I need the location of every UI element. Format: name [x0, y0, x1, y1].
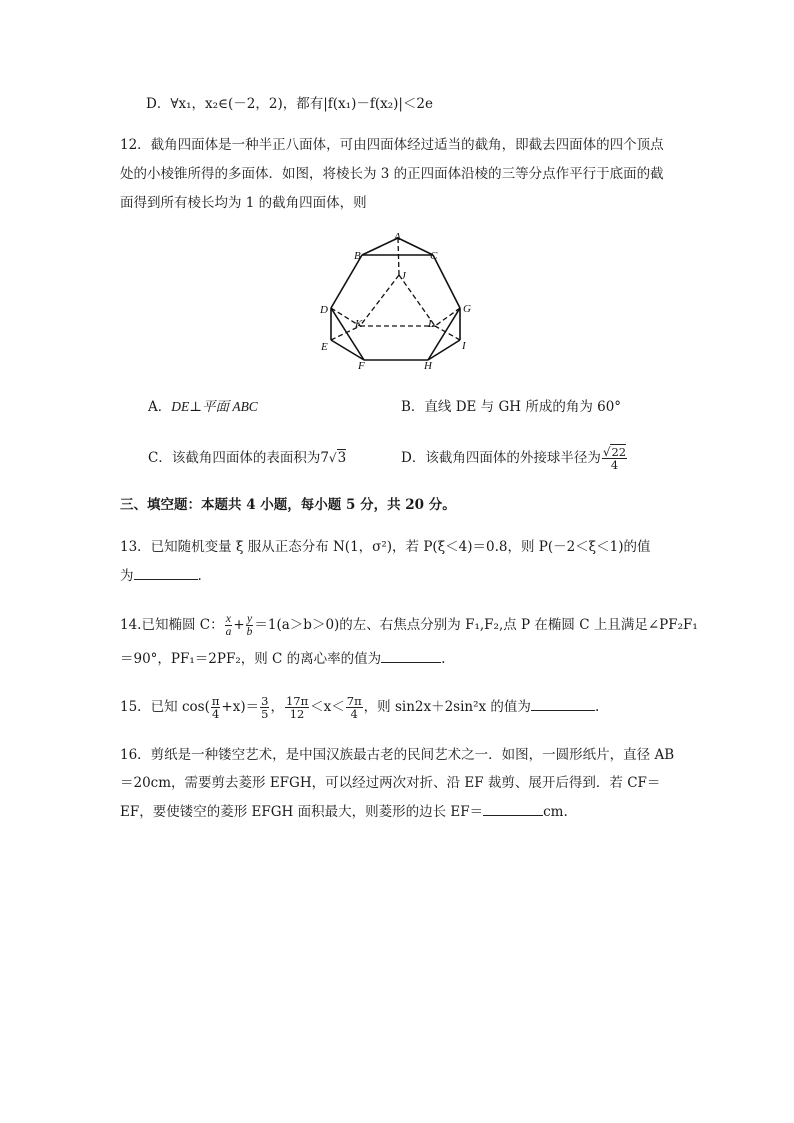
q12-option-b: B．直线 DE 与 GH 所成的角为 60°: [401, 399, 622, 415]
q14-line-1: 14.已知椭圆 C： $\frac{x}{a}$ + $\frac{y}{b}$ ＝1(a＞b＞0)的左、右焦点分别为 F₁,F₂,点 P 在椭圆 C 上且满足∠PF₂F₁: [120, 613, 698, 638]
q13-answer-blank[interactable]: [134, 565, 198, 580]
edge-GH: [428, 308, 460, 360]
label-G: G: [463, 303, 471, 315]
edge-JL: [399, 275, 435, 326]
label-D: D: [320, 304, 328, 316]
edge-BD: [331, 255, 362, 308]
edge-DF: [331, 308, 364, 360]
q13-line-2: 为 .: [120, 565, 202, 586]
q12-stem-line-1: 12．截角四面体是一种半正八面体，可由四面体经过适当的截角，即截去四面体的四个顶点: [120, 137, 664, 153]
edge-JK: [360, 275, 399, 326]
edge-AC: [398, 238, 433, 255]
q12-stem-line-2: 处的小棱锥所得的多面体．如图，将棱长为 3 的正四面体沿棱的三等分点作平行于底面的截: [120, 166, 664, 182]
edge-HI: [428, 340, 460, 360]
label-C: C: [430, 250, 438, 262]
edge-AB: [362, 238, 398, 255]
q15-line: 15．已知 cos( $\frac{\pi}{4}$ +x)＝ $\frac{3}{5}$ ， $\frac{17\pi}{12}$ ＜x＜ $\frac{7\pi}{4}$ ，则 sin2x＋2sin²x 的值为 .: [120, 694, 600, 721]
label-L: L: [428, 318, 435, 330]
label-J: J: [401, 270, 406, 282]
edge-EF: [331, 340, 364, 360]
edge-IL: [435, 326, 460, 340]
edge-EK: [331, 326, 360, 340]
q11-option-d: D．∀x₁，x₂∈(－2，2)，都有|f(x₁)－f(x₂)|＜2e: [146, 96, 434, 112]
q12-stem-line-3: 面得到所有棱长均为 1 的截角四面体，则: [120, 195, 367, 211]
label-H: H: [424, 360, 432, 372]
q16-answer-blank[interactable]: [483, 801, 543, 816]
edge-GL: [435, 308, 460, 326]
section-3-heading: 三、填空题：本题共 4 小题，每小题 5 分，共 20 分。: [120, 497, 456, 513]
label-B: B: [354, 250, 361, 262]
q14-line-2: ＝90°，PF₁＝2PF₂，则 C 的离心率的值为 .: [120, 648, 445, 669]
q12-option-c: C．该截角四面体的表面积为7√3: [148, 450, 347, 466]
q16-line-3: EF，要使镂空的菱形 EFGH 面积最大，则菱形的边长 EF＝ cm.: [120, 801, 568, 822]
edge-AJ: [398, 238, 399, 275]
label-I: I: [462, 340, 466, 352]
edge-DK: [331, 308, 360, 326]
q15-answer-blank[interactable]: [531, 696, 595, 711]
label-A: A: [394, 231, 401, 243]
q16-line-1: 16．剪纸是一种镂空艺术，是中国汉族最古老的民间艺术之一．如图，一圆形纸片，直径 AB: [120, 747, 675, 763]
q12-option-a: A．DE⊥平面 ABC: [148, 399, 258, 415]
label-E: E: [321, 341, 328, 353]
q16-line-2: ＝20cm，需要剪去菱形 EFGH，可以经过两次对折、沿 EF 裁剪、展开后得到．若 CF＝: [120, 775, 661, 791]
label-K: K: [355, 318, 363, 330]
q13-line-1: 13．已知随机变量 ξ 服从正态分布 N(1，σ²)，若 P(ξ＜4)＝0.8，则 P(－2＜ξ＜1)的值: [120, 539, 651, 555]
q12-option-d: D．该截角四面体的外接球半径为 $\frac{√22}{4}$: [401, 445, 627, 472]
edge-CG: [433, 255, 460, 308]
label-F: F: [358, 360, 365, 372]
q14-answer-blank[interactable]: [381, 648, 441, 663]
